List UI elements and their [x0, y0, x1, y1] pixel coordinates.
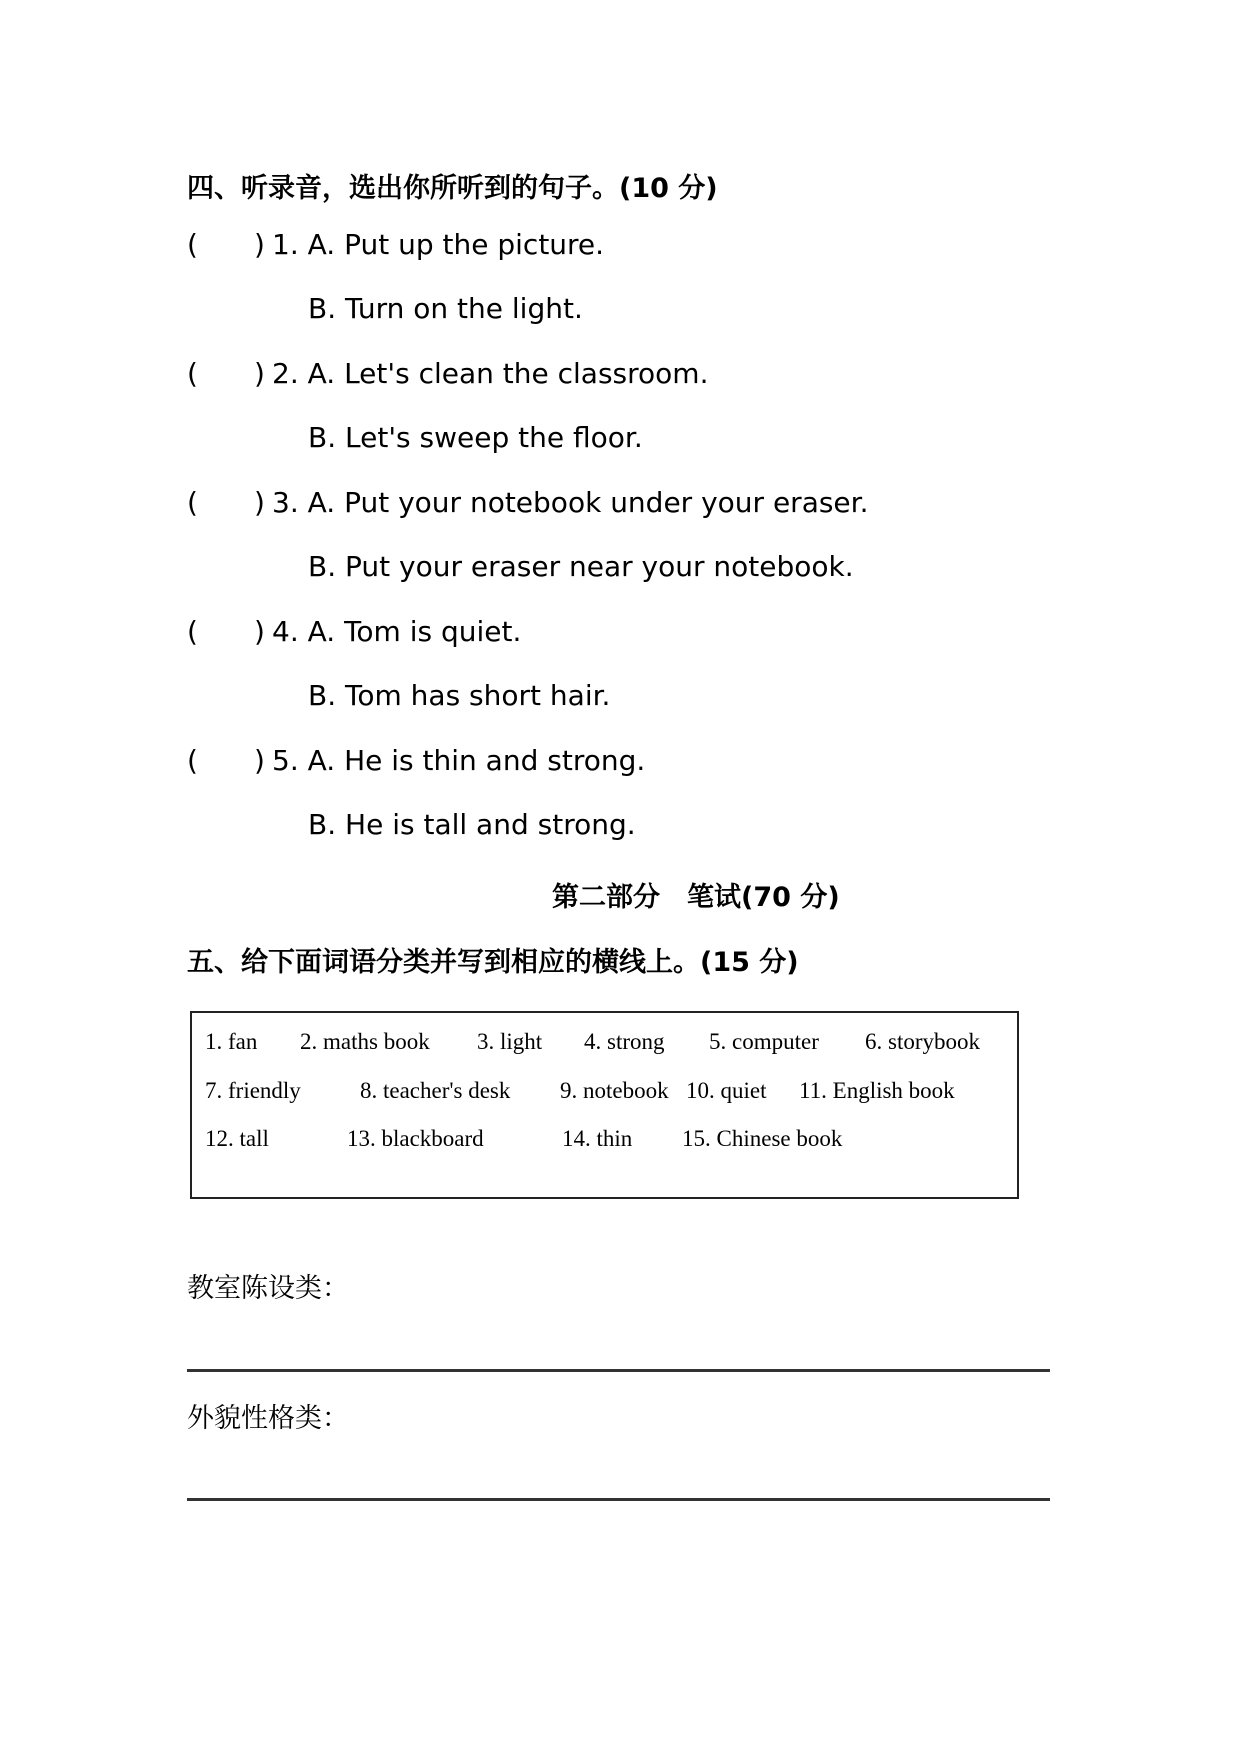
word-item: 6. storybook [865, 1029, 980, 1054]
answer-paren-open: ( [187, 357, 198, 390]
question-1-option-b: B. Turn on the light. [308, 292, 583, 325]
word-item: 8. teacher's desk [360, 1078, 511, 1103]
answer-paren-open: ( [187, 744, 198, 777]
answer-paren-open: ( [187, 486, 198, 519]
section-5-title: 五、给下面词语分类并写到相应的横线上。(15 分) [187, 947, 799, 978]
answer-line-classroom[interactable] [187, 1369, 1050, 1372]
word-item: 3. light [477, 1029, 543, 1054]
answer-paren-close: ) [254, 744, 265, 777]
answer-paren-open: ( [187, 615, 198, 648]
word-item: 10. quiet [686, 1078, 767, 1103]
answer-paren-close: ) [254, 357, 265, 390]
option-a: 5. A. He is thin and strong. [272, 744, 646, 777]
word-bank-box [190, 1011, 1019, 1199]
answer-paren-open: ( [187, 228, 198, 261]
question-2-option-b: B. Let's sweep the floor. [308, 421, 643, 454]
question-3-option-b: B. Put your eraser near your notebook. [308, 550, 854, 583]
section-4-title: 四、听录音，选出你所听到的句子。(10 分) [187, 173, 718, 204]
word-item: 13. blackboard [347, 1126, 484, 1151]
question-4-option-b: B. Tom has short hair. [308, 679, 611, 712]
answer-paren-close: ) [254, 615, 265, 648]
option-a: 2. A. Let's clean the classroom. [272, 357, 709, 390]
answer-paren-close: ) [254, 486, 265, 519]
word-item: 2. maths book [300, 1029, 430, 1054]
word-item: 4. strong [584, 1029, 665, 1054]
category-appearance-label: 外貌性格类： [187, 1403, 349, 1434]
part-2-title: 第二部分 笔试(70 分) [552, 882, 840, 913]
word-item: 7. friendly [205, 1078, 301, 1103]
category-classroom-label: 教室陈设类： [187, 1273, 349, 1304]
word-item: 11. English book [799, 1078, 955, 1103]
answer-paren-close: ) [254, 228, 265, 261]
word-item: 9. notebook [560, 1078, 669, 1103]
question-5-option-b: B. He is tall and strong. [308, 808, 636, 841]
word-item: 1. fan [205, 1029, 258, 1054]
word-item: 14. thin [562, 1126, 633, 1151]
word-item: 15. Chinese book [682, 1126, 843, 1151]
option-a: 3. A. Put your notebook under your eraser. [272, 486, 869, 519]
option-a: 1. A. Put up the picture. [272, 228, 605, 261]
word-item: 12. tall [205, 1126, 269, 1151]
answer-line-appearance[interactable] [187, 1498, 1050, 1501]
option-a: 4. A. Tom is quiet. [272, 615, 522, 648]
word-item: 5. computer [709, 1029, 819, 1054]
